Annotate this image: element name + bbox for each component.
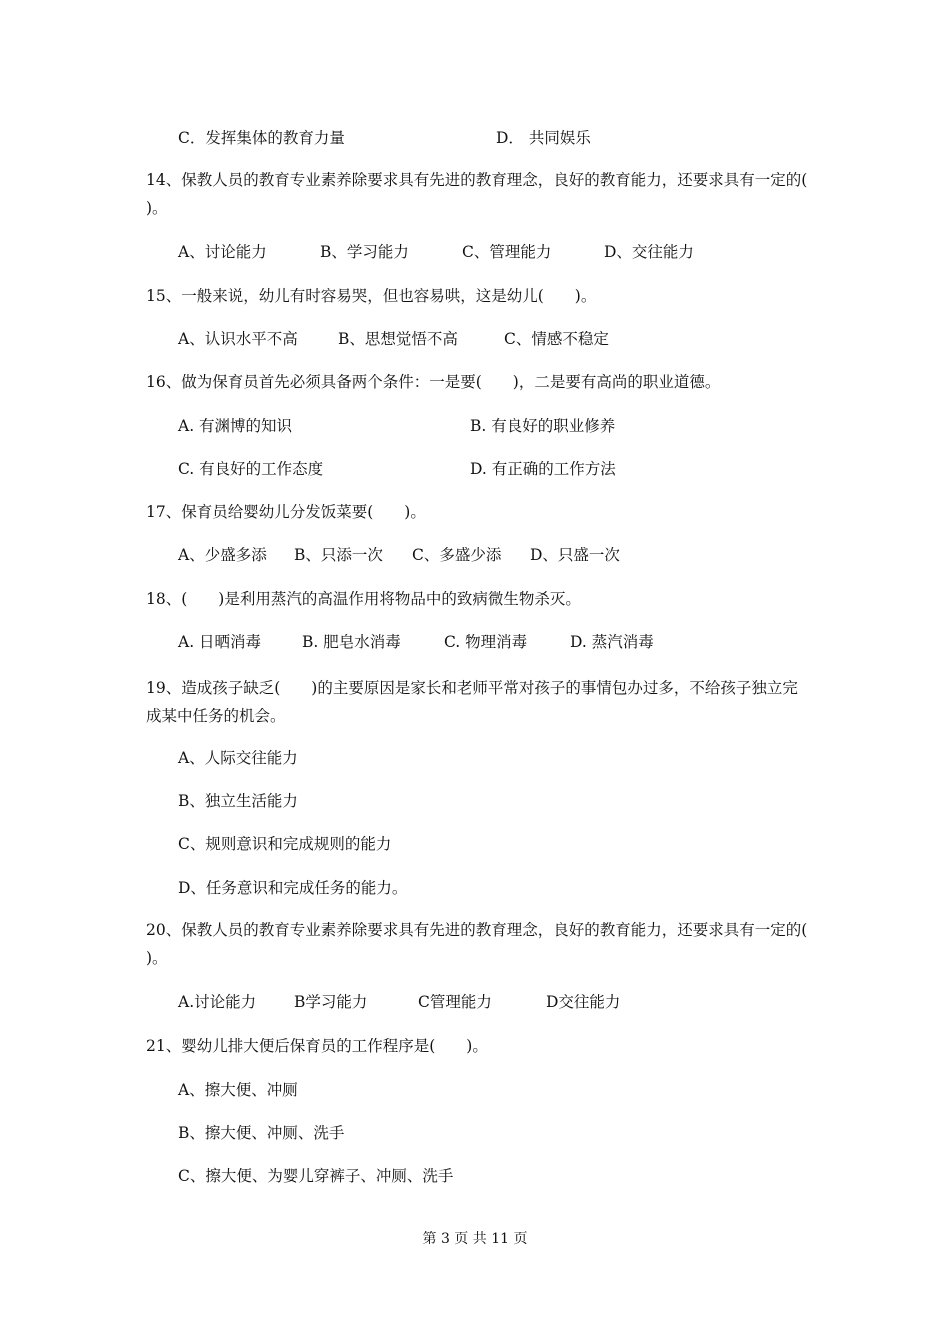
- option-15-c: C、情感不稳定: [504, 330, 609, 348]
- question-16-stem: 16、做为保育员首先必须具备两个条件：一是要( )，二是要有高尚的职业道德。: [146, 373, 721, 391]
- question-20-stem: 20、保教人员的教育专业素养除要求具有先进的教育理念，良好的教育能力，还要求具有一定的( )。: [146, 921, 839, 967]
- option-14-c: C、管理能力: [462, 243, 552, 261]
- option-18-c: C. 物理消毒: [444, 633, 528, 651]
- question-15-options: [178, 329, 609, 349]
- option-19-c: C、规则意识和完成规则的能力: [178, 835, 392, 853]
- question-15-stem: 15、一般来说，幼儿有时容易哭，但也容易哄，这是幼儿( )。: [146, 287, 597, 305]
- option-19-b: B、独立生活能力: [178, 792, 298, 810]
- option-19-d: D、任务意识和完成任务的能力。: [178, 879, 408, 897]
- question-18-stem: 18、( )是利用蒸汽的高温作用将物品中的致病微生物杀灭。: [146, 590, 581, 608]
- page-footer: 第 3 页 共 11 页: [422, 1231, 528, 1247]
- option-18-d: D. 蒸汽消毒: [570, 633, 654, 651]
- question-18-options: [178, 632, 654, 652]
- option-20-c: C管理能力: [418, 993, 492, 1011]
- option-17-c: C、多盛少添: [412, 546, 502, 564]
- option-13-d: D． 共同娱乐: [496, 129, 591, 147]
- option-19-a: A、人际交往能力: [178, 749, 298, 767]
- question-19-stem: 19、造成孩子缺乏( )的主要原因是家长和老师平常对孩子的事情包办过多，不给孩子独立完成某中任务的机会。: [146, 679, 798, 725]
- question-14-options: [178, 242, 694, 262]
- question-17-options: [178, 545, 620, 565]
- option-13-c: C．发挥集体的教育力量: [178, 129, 345, 147]
- option-16-d: D. 有正确的工作方法: [470, 460, 616, 478]
- option-15-a: A、认识水平不高: [178, 330, 298, 348]
- option-14-a: A、讨论能力: [178, 243, 267, 261]
- option-18-b: B. 肥皂水消毒: [302, 633, 401, 651]
- option-17-a: A、少盛多添: [178, 546, 267, 564]
- option-21-b: B、擦大便、冲厕、洗手: [178, 1124, 345, 1142]
- question-20-options: [178, 992, 620, 1012]
- option-16-b: B. 有良好的职业修养: [470, 417, 616, 435]
- option-21-a: A、擦大便、冲厕: [178, 1081, 298, 1099]
- option-21-c: C、擦大便、为婴儿穿裤子、冲厕、洗手: [178, 1167, 454, 1185]
- option-18-a: A. 日晒消毒: [178, 633, 262, 651]
- option-17-b: B、只添一次: [294, 546, 383, 564]
- question-14-stem: 14、保教人员的教育专业素养除要求具有先进的教育理念，良好的教育能力，还要求具有一定的( )。: [146, 171, 839, 217]
- option-20-a: A.讨论能力: [178, 993, 257, 1011]
- option-16-c: C. 有良好的工作态度: [178, 460, 324, 478]
- question-21-stem: 21、婴幼儿排大便后保育员的工作程序是( )。: [146, 1037, 488, 1055]
- option-17-d: D、只盛一次: [530, 546, 620, 564]
- option-20-d: D交往能力: [546, 993, 621, 1011]
- option-14-d: D、交往能力: [604, 243, 694, 261]
- option-20-b: B学习能力: [294, 993, 368, 1011]
- question-17-stem: 17、保育员给婴幼儿分发饭菜要( )。: [146, 503, 426, 521]
- option-14-b: B、学习能力: [320, 243, 409, 261]
- option-15-b: B、思想觉悟不高: [338, 330, 458, 348]
- option-16-a: A. 有渊博的知识: [178, 417, 293, 435]
